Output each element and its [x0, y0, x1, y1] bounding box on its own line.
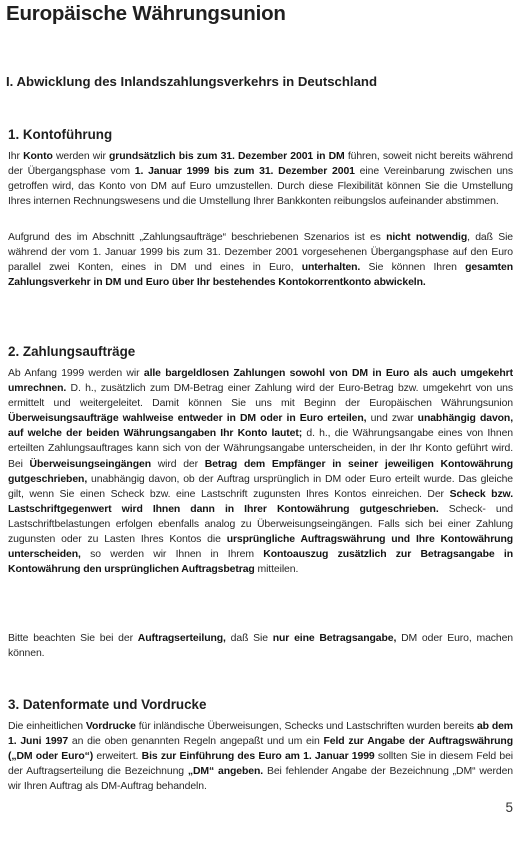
bold-text-run: 1. Januar 1999 bis zum 31. Dezember 2001	[134, 166, 355, 178]
bold-text-run: Überweisungseingängen	[29, 458, 151, 470]
bold-text-run: gesamten Zahlungsverkehr in DM und Euro über Ihr bestehendes Kontokorrentkonto abwickeln.	[8, 262, 513, 289]
bold-text-run: Bis zur Einführung des Euro am 1. Januar 1999	[141, 751, 375, 763]
bold-text-run: nur eine Betragsangabe,	[272, 633, 397, 644]
bold-text-run: „DM“ angeben.	[187, 766, 264, 778]
paragraph	[8, 366, 513, 577]
text-run: an die oben genannten Regeln angepaßt und um ein	[68, 736, 324, 748]
bold-text-run: Konto	[23, 151, 53, 162]
bold-text-run: Kontoauszug zusätzlich zur Betragsangabe in Kontowährung den ursprünglichen Auftragsbetrag	[8, 549, 513, 576]
page-number: 5	[505, 800, 513, 815]
text-run: eine Vereinbarung zwischen uns getroffen wird, das Konto von DM auf Euro umzustellen. Durch diese Flexibilität können Sie die Umstellung Ihres internen Rechnungswesens und die Umstellung Ihrer Bankkonten reibungslos aufeinander abstimmen.	[8, 166, 514, 208]
text-run: Scheck- und Lastschriftbelastungen erfolgen ebenfalls analog zu Überweisungseingängen. Falls sich bei einer Zahlung zugunsten oder zu Lasten Ihres Kontos die	[8, 503, 513, 546]
bold-text-run: Auftragserteilung,	[137, 633, 226, 644]
text-run: D. h., zusätzlich zum DM-Betrag einer Zahlung wird der Euro-Betrag bzw. umgekehrt von uns ermittelt und weitergeleitet. Damit können Sie uns mit Beginn der Europäischen Währungsunion	[8, 383, 513, 410]
text-run: für inländische Überweisungen, Schecks und Lastschriften wurden bereits	[135, 721, 477, 732]
text-run: führen, soweit nicht bereits während der Übergangsphase vom	[8, 151, 513, 178]
section-heading-datenformate: 3. Datenformate und Vordrucke	[8, 697, 207, 712]
text-run: Sie können Ihren	[360, 262, 466, 274]
text-run: Bitte beachten Sie bei der	[8, 633, 138, 644]
text-run: erweitert.	[93, 751, 142, 763]
text-run: DM oder Euro, machen können.	[8, 633, 514, 660]
bold-text-run: Betrag dem Empfänger in seiner jeweiligen Kontowährung gutgeschrieben,	[8, 458, 513, 485]
paragraph	[8, 719, 513, 794]
bold-text-run: Scheck bzw. Lastschriftgegenwert wird Ihnen dann in Ihrer Kontowährung gutgeschrieben.	[8, 488, 513, 515]
text-run: Ihr	[8, 151, 24, 162]
text-run: sollten Sie in diesem Feld bei der Auftragserteilung die Bezeichnung	[8, 751, 513, 778]
text-run: daß Sie	[225, 633, 273, 644]
section-heading-zahlungsauftraege: 2. Zahlungsaufträge	[8, 344, 136, 359]
bold-text-run: ab dem 1. Juni 1997	[8, 721, 513, 748]
text-run: werden wir	[52, 151, 110, 162]
text-run: Aufgrund des im Abschnitt „Zahlungsaufträge“ beschriebenen Szenarios ist es	[8, 232, 387, 243]
bold-text-run: ursprüngliche Auftragswährung und Ihre Kontowährung unterscheiden,	[8, 534, 513, 561]
text-run: unabhängig davon, ob der Auftrag ursprünglich in DM oder Euro erteilt wurde. Das gleiche gilt, wenn Sie einen Scheck bzw. eine Lastschrift zugunsten Ihres Kontos einreichen. Der	[8, 473, 513, 500]
bold-text-run: nicht notwendig	[386, 232, 468, 243]
bold-text-run: alle bargeldlosen Zahlungen sowohl von DM in Euro als auch umgekehrt umrechnen.	[8, 368, 513, 395]
document-title: Europäische Währungsunion	[6, 2, 286, 25]
bold-text-run: Feld zur Angabe der Auftragswährung („DM oder Euro“)	[8, 736, 513, 763]
bold-text-run: Vordrucke	[85, 721, 136, 732]
text-run: und zwar	[366, 413, 418, 425]
bold-text-run: unterhalten.	[301, 262, 361, 274]
text-run: Ab Anfang 1999 werden wir	[8, 368, 144, 379]
paragraph	[8, 631, 513, 661]
section-heading-kontofuehrung: 1. Kontoführung	[8, 127, 113, 142]
text-run: Bei fehlender Angabe der Bezeichnung „DM“ werden wir Ihren Auftrag als DM-Auftrag behandeln.	[8, 766, 513, 793]
text-run: d. h., die Währungsangabe eines von Ihnen erteilten Zahlungsauftrages kann sich von der Währungsangabe unterscheiden, in der Ihr Konto geführt wird. Bei	[8, 428, 513, 470]
text-run: , daß Sie während der vom 1. Januar 1999 bis zum 31. Dezember 2001 vorgesehenen Übergangsphase auf den Euro parallel zwei Konten, eines in DM und eines in Euro,	[8, 232, 513, 274]
bold-text-run: unabhängig davon, auf welche der beiden Währungsangaben Ihr Konto lautet;	[8, 413, 514, 440]
paragraph	[8, 149, 513, 209]
text-run: mitteilen.	[254, 564, 299, 576]
bold-text-run: Überweisungsaufträge wahlweise entweder in DM oder in Euro erteilen,	[8, 413, 367, 425]
part-title: I. Abwicklung des Inlandszahlungsverkehrs in Deutschland	[6, 74, 378, 89]
text-run: so werden wir Ihnen in Ihrem	[80, 549, 264, 561]
text-run: Die einheitlichen	[8, 721, 86, 732]
text-run: wird der	[150, 458, 205, 470]
paragraph	[8, 230, 513, 290]
bold-text-run: grundsätzlich bis zum 31. Dezember 2001 in DM	[109, 151, 345, 162]
